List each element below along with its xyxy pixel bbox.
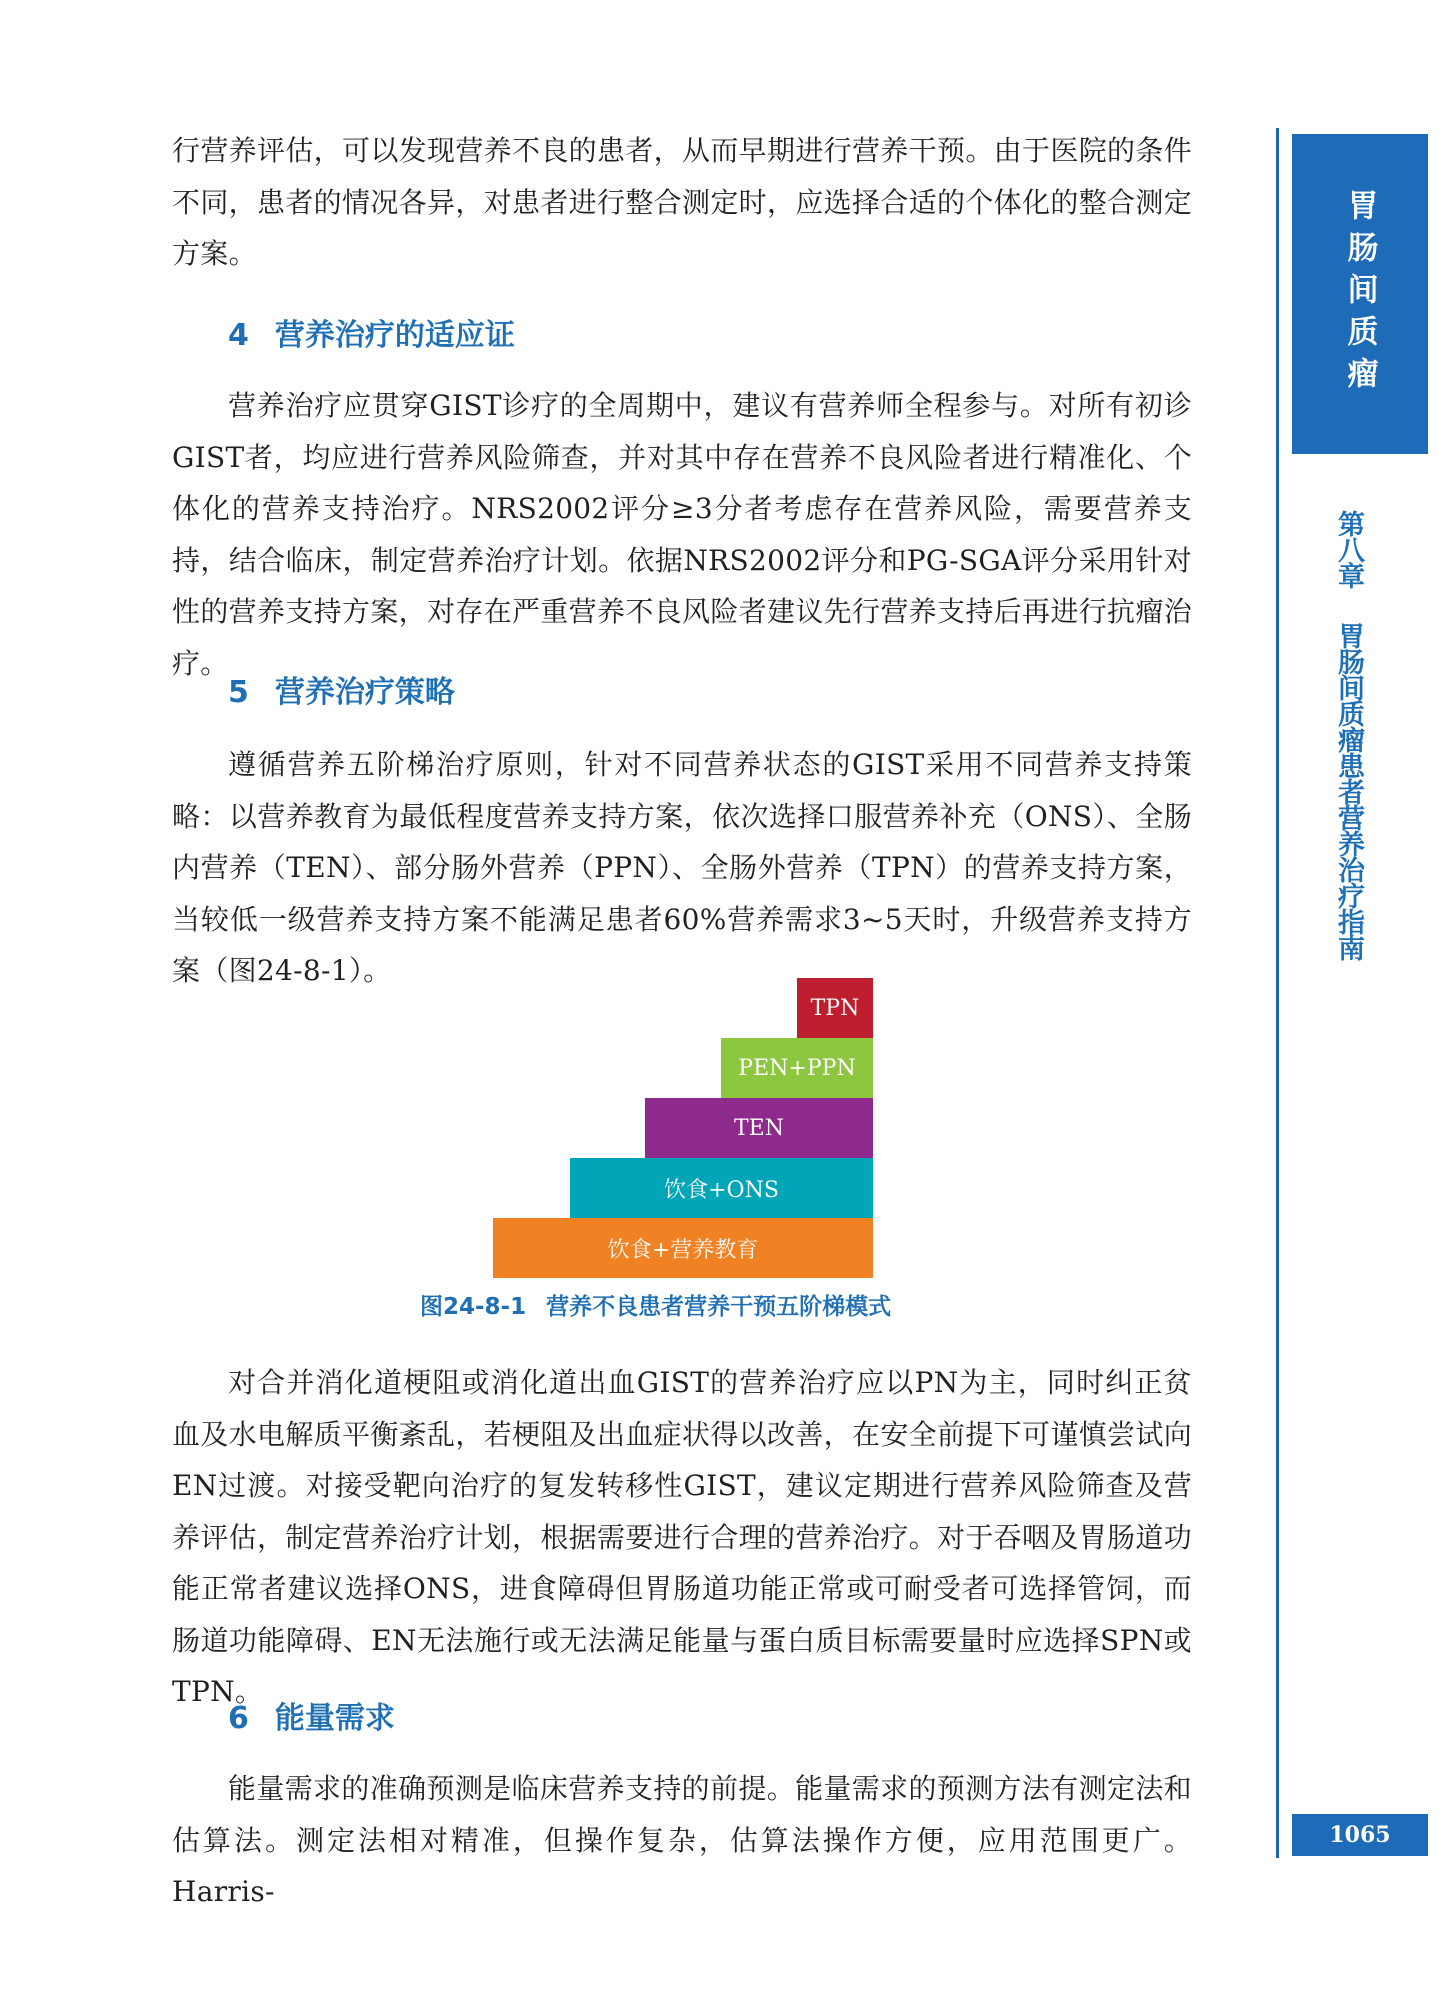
figure-caption (420, 1288, 891, 1321)
paragraph-5: 能量需求的准确预测是临床营养支持的前提。能量需求的预测方法有测定法和估算法。测定法相对精准，但操作复杂，估算法操作方便，应用范围更广。Harris- (172, 1772, 1192, 1908)
step-pen-ppn (721, 1038, 873, 1098)
figure-number: 图24-8-1 (420, 1294, 527, 1320)
chapter-label: 第八章 (1333, 510, 1364, 588)
section-number: 6 (228, 1701, 249, 1736)
step-tpn (797, 978, 873, 1038)
running-title (1335, 510, 1362, 960)
section-tab (1292, 134, 1428, 454)
page-number: 1065 (1292, 1814, 1428, 1856)
section-title: 营养治疗策略 (274, 675, 455, 710)
step-ten (645, 1098, 873, 1158)
step-diet-ons (570, 1158, 873, 1218)
step-label: TPN (810, 995, 860, 1021)
step-label: TEN (734, 1115, 784, 1141)
step-diet-education (493, 1218, 873, 1278)
section-heading-6 (228, 1693, 395, 1737)
margin-rule (1276, 128, 1279, 1858)
chapter-title: 胃肠间质瘤患者营养治疗指南 (1333, 622, 1364, 960)
section-number: 4 (228, 318, 249, 353)
step-label: 饮食+营养教育 (607, 1237, 759, 1263)
section-number: 5 (228, 675, 249, 710)
section-tab-label: 胃肠间质瘤 (1341, 189, 1378, 399)
section-heading-4 (228, 310, 515, 354)
section-title: 能量需求 (274, 1701, 395, 1736)
paragraph-4: 对合并消化道梗阻或消化道出血GIST的营养治疗应以PN为主，同时纠正贫血及水电解质平衡紊乱，若梗阻及出血症状得以改善，在安全前提下可谨慎尝试向EN过渡。对接受靶向治疗的复发转移性GIST，建议定期进行营养风险筛查及营养评估，制定营养治疗计划，根据需要进行合理的营养治疗。对于吞咽及胃肠道功能正常者建议选择ONS，进食障碍但胃肠道功能正常或可耐受者可选择管饲，而肠道功能障碍、EN无法施行或无法满足能量与蛋白质目标需要量时应选择SPN或TPN。 (172, 1366, 1192, 1708)
paragraph-3: 遵循营养五阶梯治疗原则，针对不同营养状态的GIST采用不同营养支持策略：以营养教育为最低程度营养支持方案，依次选择口服营养补充（ONS）、全肠内营养（TEN）、部分肠外营养（PPN）、全肠外营养（TPN）的营养支持方案，当较低一级营养支持方案不能满足患者60%营养需求3~5天时，升级营养支持方案（图24-8-1）。 (172, 748, 1192, 987)
paragraph-2: 营养治疗应贯穿GIST诊疗的全周期中，建议有营养师全程参与。对所有初诊GIST者，均应进行营养风险筛查，并对其中存在营养不良风险者进行精准化、个体化的营养支持治疗。NRS2002评分≥3分者考虑存在营养风险，需要营养支持，结合临床，制定营养治疗计划。依据NRS2002评分和PG-SGA评分采用针对性的营养支持方案，对存在严重营养不良风险者建议先行营养支持后再进行抗瘤治疗。 (172, 389, 1192, 680)
step-label: 饮食+ONS (664, 1177, 779, 1203)
figure-title: 营养不良患者营养干预五阶梯模式 (546, 1294, 892, 1320)
section-title: 营养治疗的适应证 (274, 318, 515, 353)
paragraph-1: 行营养评估，可以发现营养不良的患者，从而早期进行营养干预。由于医院的条件不同，患者的情况各异，对患者进行整合测定时，应选择合适的个体化的整合测定方案。 (172, 134, 1192, 270)
section-heading-5 (228, 667, 455, 711)
step-label: PEN+PPN (738, 1055, 856, 1081)
